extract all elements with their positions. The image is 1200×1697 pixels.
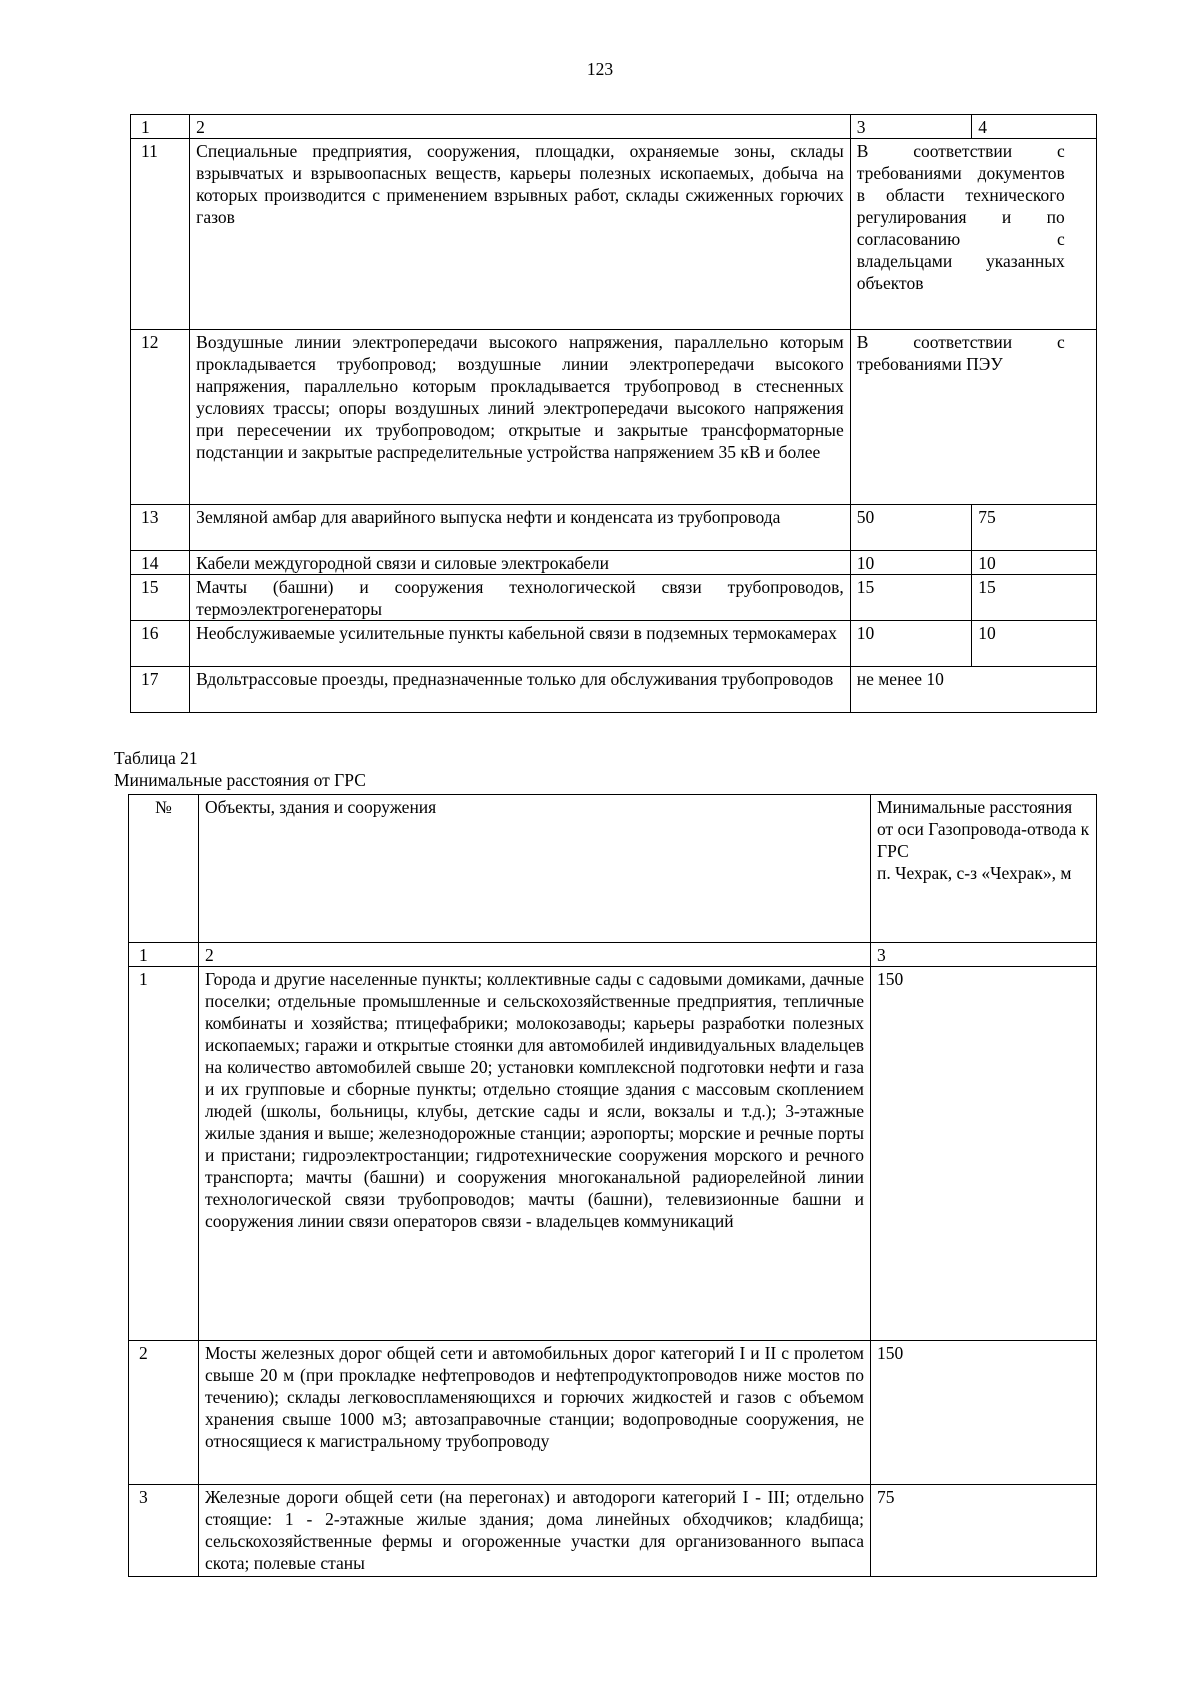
row-distance-text: В соответствии с требованиями ПЭУ (856, 332, 1065, 374)
table-row (131, 551, 1097, 575)
row-distance-merged (850, 330, 1096, 505)
row-distance-col3: 10 (850, 551, 972, 575)
column-number-4: 4 (972, 115, 1097, 139)
table-row (131, 621, 1097, 667)
row-number: 13 (131, 505, 190, 551)
row-distance: 150 (871, 1341, 1097, 1485)
head-objects: Объекты, здания и сооружения (199, 795, 871, 943)
table-head-row (129, 795, 1097, 943)
row-distance-col4: 15 (972, 575, 1097, 621)
row-description: Мачты (башни) и сооружения технологической связи трубопроводов, термоэлектрогенераторы (190, 575, 851, 621)
row-description: Специальные предприятия, сооружения, площадки, охраняемые зоны, склады взрывчатых и взрывоопасных веществ, карьеры полезных ископаемых, добыча на которых производится с применением взрывных работ, склады сжиженных горючих газов (190, 139, 851, 330)
column-number-3: 3 (850, 115, 972, 139)
table-header-row (131, 115, 1097, 139)
head-distance-title: Минимальные расстояния от оси Газопровода-отвода к ГРС (877, 797, 1090, 861)
column-number-2: 2 (190, 115, 851, 139)
row-distance: 75 (871, 1485, 1097, 1577)
row-description: Кабели междугородной связи и силовые электрокабели (190, 551, 851, 575)
row-description: Города и другие населенные пункты; коллективные сады с садовыми домиками, дачные поселки; отдельные промышленные и сельскохозяйственные предприятия, тепличные комбинаты и хозяйства; птицефабрики; молокозаводы; карьеры разработки полезных ископаемых; гаражи и открытые стоянки для автомобилей индивидуальных владельцев на количество автомобилей свыше 20; установки комплексной подготовки нефти и газа и их групповые и сборные пункты; отдельно стоящие здания с массовым скоплением людей (школы, больницы, клубы, детские сады и ясли, вокзалы и т.д.); 3-этажные жилые здания и выше; железнодорожные станции; аэропорты; морские и речные порты и пристани; гидроэлектростанции; гидротехнические сооружения морского и речного транспорта; мачты (башни) и сооружения многоканальной радиорелейной линии технологической связи трубопроводов; мачты (башни), телевизионные башни и сооружения линии связи операторов связи - владельцев коммуникаций (199, 967, 871, 1341)
table-row (131, 330, 1097, 505)
row-description: Воздушные линии электропередачи высокого напряжения, параллельно которым прокладывается трубопровод; воздушные линии электропередачи высокого напряжения, параллельно которым прокладывается трубопровод в стесненных условиях трассы; опоры воздушных линий электропередачи высокого напряжения при пересечении их трубопроводом; открытые и закрытые трансформаторные подстанции и закрытые распределительные устройства напряжением 35 кВ и более (190, 330, 851, 505)
row-number: 1 (129, 967, 199, 1341)
row-distance-text: В соответствии с требованиями документов в области технического регулирования и по согласованию с владельцами указанных объектов (856, 141, 1065, 293)
row-distance-col4: 10 (972, 621, 1097, 667)
row-number: 17 (131, 667, 190, 713)
row-number: 15 (131, 575, 190, 621)
distance-table-continuation (130, 114, 1097, 713)
head-number-symbol: № (129, 795, 199, 943)
row-distance-merged: не менее 10 (850, 667, 1096, 713)
grs-distance-table (128, 794, 1097, 1577)
row-distance-merged (850, 139, 1096, 330)
column-number-3: 3 (871, 943, 1097, 967)
table-row (131, 139, 1097, 330)
table-row (129, 967, 1097, 1341)
table-row (129, 1485, 1097, 1577)
table-row (131, 575, 1097, 621)
row-number: 3 (129, 1485, 199, 1577)
row-number: 11 (131, 139, 190, 330)
row-description: Земляной амбар для аварийного выпуска нефти и конденсата из трубопровода (190, 505, 851, 551)
row-description: Необслуживаемые усилительные пункты кабельной связи в подземных термокамерах (190, 621, 851, 667)
head-distance-subtitle: п. Чехрак, с-з «Чехрак», м (877, 863, 1072, 883)
table-numbering-row (129, 943, 1097, 967)
row-distance-col3: 15 (850, 575, 972, 621)
head-distance (871, 795, 1097, 943)
table-row (129, 1341, 1097, 1485)
table-caption-title: Минимальные расстояния от ГРС (114, 770, 366, 790)
page-number: 123 (586, 59, 614, 79)
row-distance-col4: 10 (972, 551, 1097, 575)
row-number: 12 (131, 330, 190, 505)
column-number-1: 1 (129, 943, 199, 967)
row-number: 2 (129, 1341, 199, 1485)
row-distance-col4: 75 (972, 505, 1097, 551)
table-caption-number: Таблица 21 (114, 748, 198, 768)
row-description: Мосты железных дорог общей сети и автомобильных дорог категорий I и II с пролетом свыше 20 м (при прокладке нефтепроводов и нефтепродуктопроводов ниже мостов по течению); склады легковоспламеняющихся и горючих жидкостей и газов с объемом хранения свыше 1000 м3; автозаправочные станции; водопроводные сооружения, не относящиеся к магистральному трубопроводу (199, 1341, 871, 1485)
column-number-1: 1 (131, 115, 190, 139)
row-distance-col3: 10 (850, 621, 972, 667)
row-number: 16 (131, 621, 190, 667)
row-description: Железные дороги общей сети (на перегонах) и автодороги категорий I - III; отдельно стоящие: 1 - 2-этажные жилые здания; дома линейных обходчиков; кладбища; сельскохозяйственные фермы и огороженные участки для организованного выпаса скота; полевые станы (199, 1485, 871, 1577)
table-row (131, 505, 1097, 551)
row-distance-col3: 50 (850, 505, 972, 551)
row-number: 14 (131, 551, 190, 575)
column-number-2: 2 (199, 943, 871, 967)
row-description: Вдольтрассовые проезды, предназначенные только для обслуживания трубопроводов (190, 667, 851, 713)
table-row (131, 667, 1097, 713)
row-distance: 150 (871, 967, 1097, 1341)
